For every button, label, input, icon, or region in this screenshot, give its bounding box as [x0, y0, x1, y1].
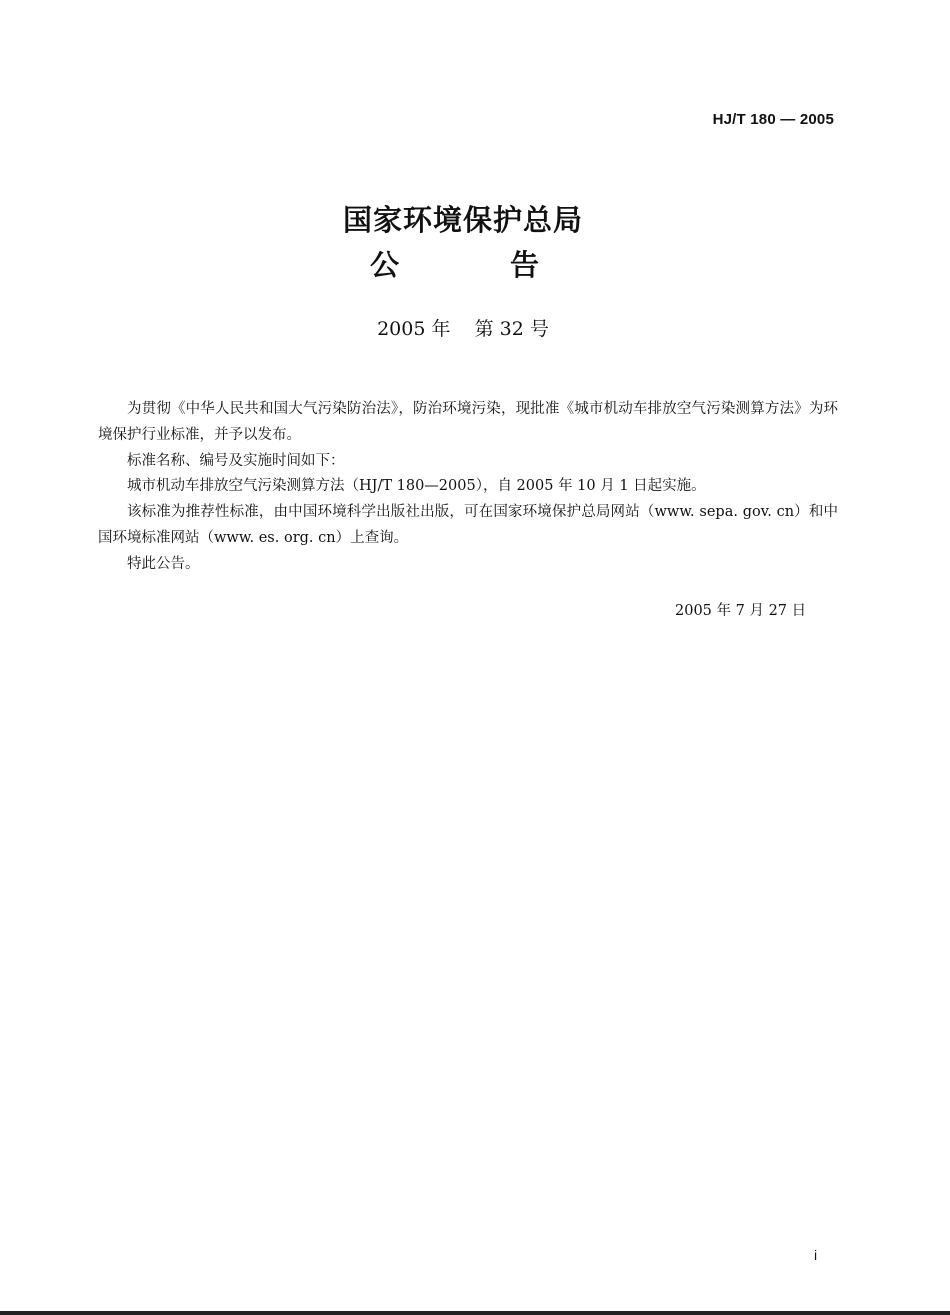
body-paragraph: 特此公告。 [127, 555, 200, 572]
standard-code: HJ/T 180 — 2005 [712, 111, 834, 128]
announcement-title-char-1: 公 [370, 248, 400, 282]
body-paragraph: 城市机动车排放空气污染测算方法（HJ/T 180—2005），自 2005 年 10 月 1 日起实施。 [127, 478, 706, 495]
page-number: i [814, 1247, 818, 1263]
body-paragraph: 标准名称、编号及实施时间如下： [127, 452, 345, 469]
announcement-number: 2005 年 第 32 号 [377, 318, 549, 340]
body-paragraph: 为贯彻《中华人民共和国大气污染防治法》，防治环境污染，现批准《城市机动车排放空气污染测算方法》为环境保护行业标准，并予以发布。 [98, 401, 838, 443]
page-bottom-border [0, 1311, 950, 1315]
announcement-body [98, 397, 838, 578]
announcement-date: 2005 年 7 月 27 日 [675, 603, 807, 619]
announcement-title-char-2: 告 [510, 248, 540, 282]
organization-title: 国家环境保护总局 [342, 203, 583, 237]
body-paragraph: 该标准为推荐性标准，由中国环境科学出版社出版，可在国家环境保护总局网站（www. sepa. gov. cn）和中国环境标准网站（www. es. org. cn）上查询。 [98, 504, 838, 546]
